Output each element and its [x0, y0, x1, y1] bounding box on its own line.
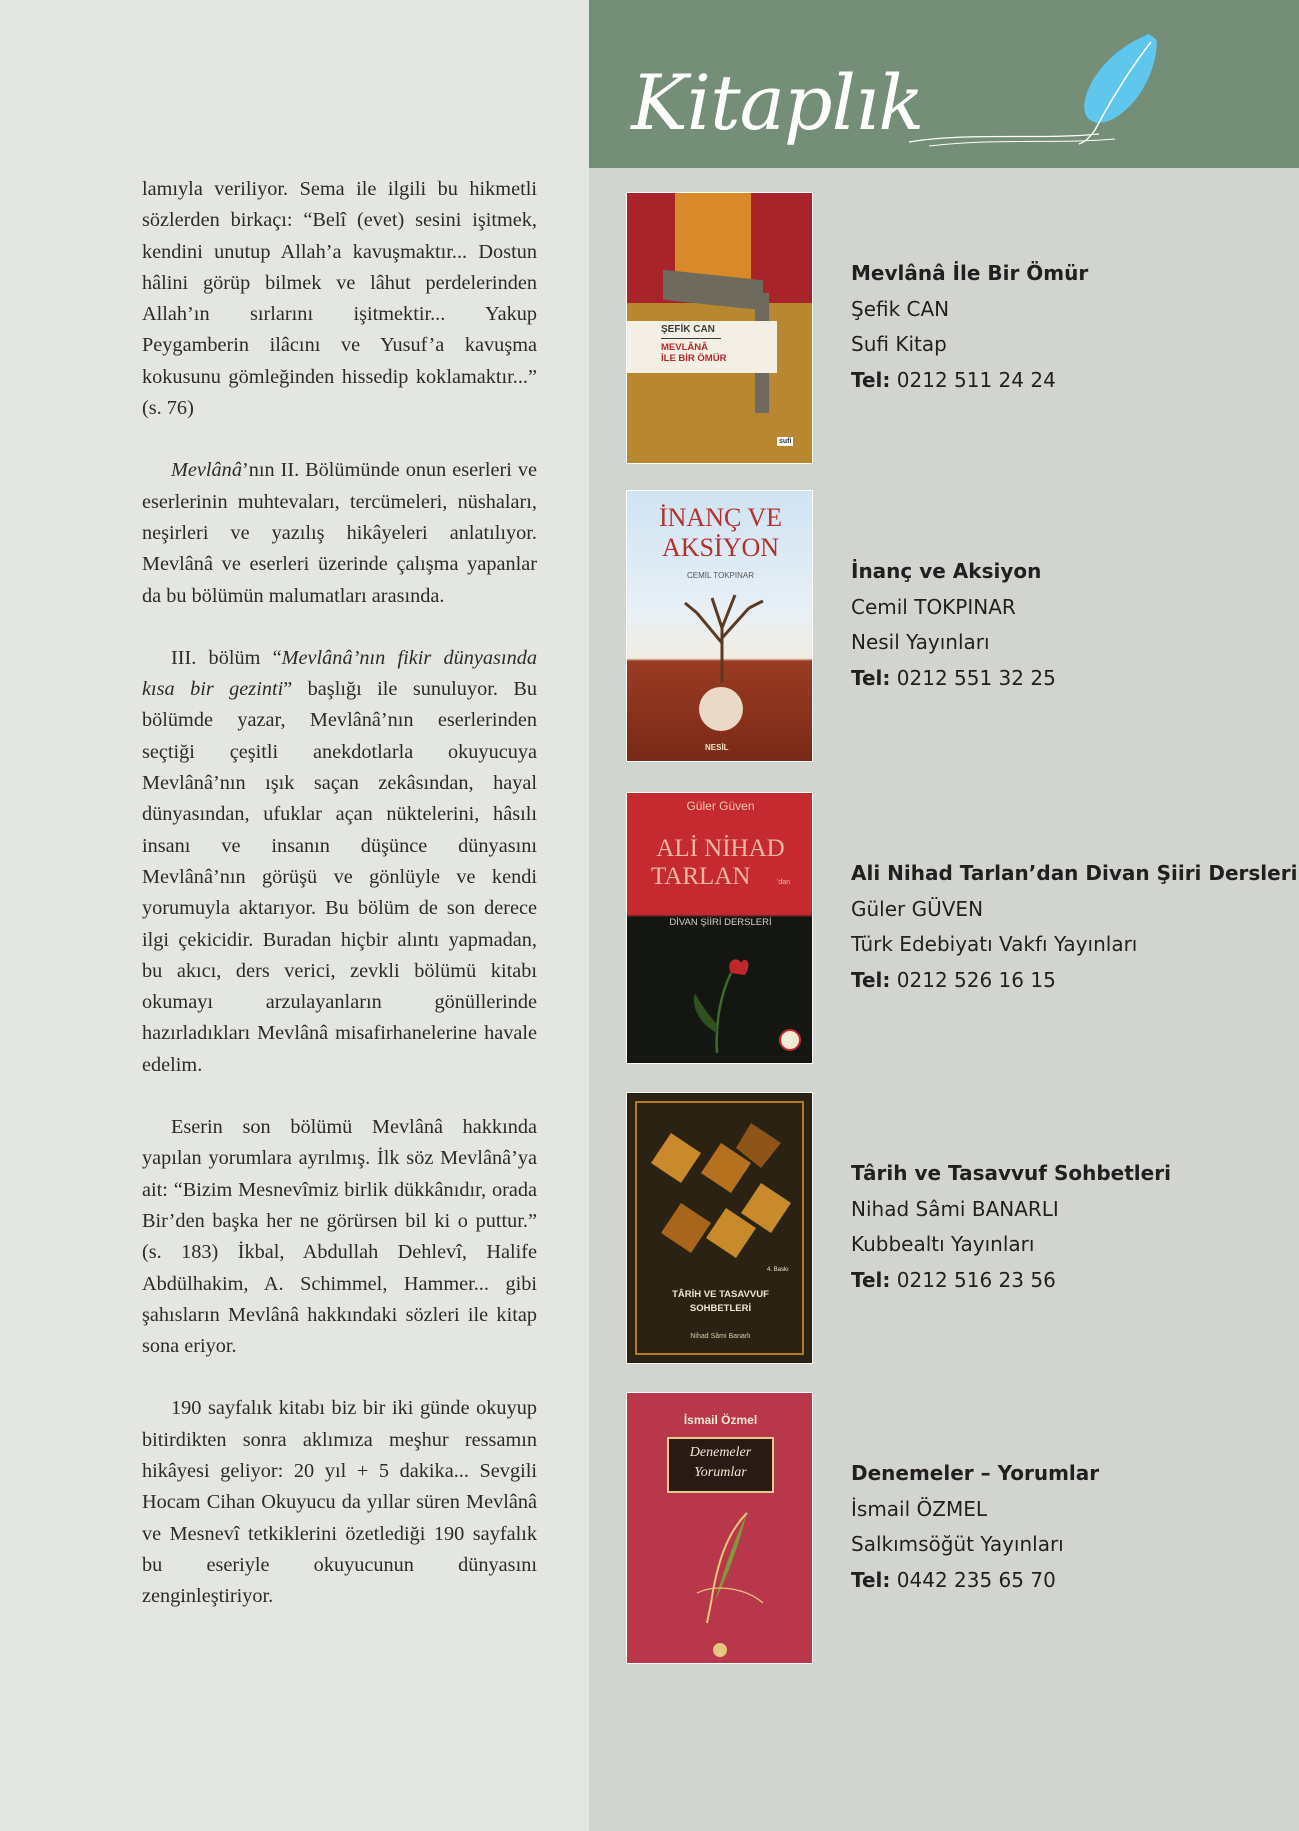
book-phone: Tel: 0212 551 32 25 — [851, 665, 1056, 690]
book-cover — [626, 792, 813, 1064]
cover-title-suffix: 'dan — [777, 879, 791, 886]
book-cover — [626, 192, 813, 464]
book-author: Nihad Sâmi BANARLI — [851, 1196, 1059, 1221]
book-cover — [626, 1392, 813, 1664]
tulip-illustration — [687, 953, 767, 1053]
text-run: Eserin son bölümü Mevlânâ hakkında yapılan yorumlara ayrılmış. İlk söz Mevlânâ’ya ait: “Bizim Mesnevîmiz birlik dükkânıdır, orada Bir’den başka her ne görürsen bil ki o puttur.” (s. 183) İkbal, Abdullah Dehlevî, Halife Abdülhakim, A. Schimmel, Hammer... gibi şahısların Mevlânâ hakkındaki sözleri ile kitap sona eriyor. — [142, 1116, 537, 1358]
text-run: ” başlığı ile sunuluyor. Bu bölümde yazar, Mevlânâ’nın eserlerinden seçtiği çeşitli anekdotlarla okuyucuya Mevlânâ’nın ışık saçan zekâsından, hayal dünyasından, ufuklar açan nüktelerini, hâsılı insanı ve insanın düşünce dünyasını Mevlânâ’nın görüşü ve gönlüyle ve kendi yorumuyla aktarıyor. Bu bölüm de son derece ilgi çekicidir. Buradan hiçbir alıntı yapmadan, bu akıcı, ders verici, zevkli bölümü kitabı okumayı arzulayanların gönüllerinde hazırladıkları Mevlânâ misafirhanelerine havale edelim. — [142, 678, 537, 1076]
book-publisher: Kubbealtı Yayınları — [851, 1232, 1035, 1256]
quill-illustration — [677, 1503, 777, 1633]
book-cover — [626, 1092, 813, 1364]
book-entry — [626, 490, 1299, 765]
book-author: Şefik CAN — [851, 296, 950, 321]
geometric-pattern — [641, 1113, 801, 1263]
text-run: ’nın II. Bölümünde onun eserleri ve eserlerinin muhtevaları, tercümeleri, nüshaları, neşirleri ve yazılış hikâyeleri anlatılıyor. Mevlânâ ve eserleri üzerinde çalışma yapanlar da bu bölümün malumatları arasında. — [142, 459, 537, 607]
italic-phrase: Mevlânâ’nın fikir dünyasında kısa bir gezinti — [142, 646, 538, 701]
review-article — [142, 174, 537, 1643]
book-phone: Tel: 0442 235 65 70 — [851, 1567, 1056, 1592]
article-column — [0, 0, 589, 1831]
cover-author: CEMİL TOKPINAR — [687, 571, 754, 580]
book-entry — [626, 192, 1299, 467]
cover-author: İsmail Özmel — [683, 1413, 758, 1427]
publisher-logo: NESİL — [705, 743, 729, 752]
cover-title-2: Yorumlar — [694, 1465, 747, 1480]
publisher-logo: sufi — [779, 438, 792, 445]
italic-phrase: Mevlânâ — [171, 459, 242, 482]
cover-author: Güler Güven — [686, 799, 755, 813]
cover-title-2: SOHBETLERİ — [689, 1303, 752, 1314]
section-header — [589, 0, 1299, 168]
cover-author: Nihad Sâmi Banarlı — [690, 1333, 751, 1340]
cover-author: ŞEFİK CAN — [661, 324, 715, 335]
book-author: Güler GÜVEN — [851, 896, 984, 921]
text-run: 190 sayfalık kitabı biz bir iki günde okuyup bitirdikten sonra aklımıza meşhur ressamın hikâyesi geliyor: 20 yıl + 5 dakika... Sevgili Hocam Cihan Okuyucu da yıllar süren Mevlânâ ve Mesnevî tetkiklerini özetlediği 190 sayfalık bu eseriyle okuyucunun dünyasını zenginleştiriyor. — [142, 1397, 537, 1608]
tree-illustration — [667, 583, 777, 683]
section-title: Kitaplık — [631, 58, 924, 147]
cover-title-1: İNANÇ VE — [658, 503, 783, 532]
cover-title-2: İLE BİR ÖMÜR — [661, 353, 727, 364]
text-run: III. bölüm “ — [171, 646, 282, 669]
book-list-panel — [589, 0, 1299, 1831]
book-entry — [626, 1092, 1299, 1367]
cover-title-2: TARLAN — [651, 863, 751, 890]
cover-title-1: TÂRİH VE TASAVVUF — [672, 1289, 769, 1300]
cover-title-1: MEVLÂNÂ — [661, 342, 708, 353]
cover-title-2: AKSİYON — [662, 533, 779, 562]
book-title: Târih ve Tasavvuf Sohbetleri — [851, 1161, 1171, 1185]
book-author: Cemil TOKPINAR — [851, 594, 1016, 619]
book-details — [851, 554, 1056, 696]
book-entry — [626, 1392, 1299, 1667]
article-paragraph — [142, 174, 537, 424]
book-details — [851, 1456, 1099, 1598]
cover-subtitle: DİVAN ŞİİRİ DERSLERİ — [669, 917, 772, 928]
article-paragraph — [142, 455, 537, 611]
book-details — [851, 1156, 1171, 1298]
book-phone: Tel: 0212 511 24 24 — [851, 367, 1056, 392]
book-title: Mevlânâ İle Bir Ömür — [851, 261, 1089, 285]
article-paragraph — [142, 1393, 537, 1612]
article-paragraph — [142, 1112, 537, 1362]
book-publisher: Sufi Kitap — [851, 332, 947, 356]
book-details — [851, 856, 1297, 998]
book-entry — [626, 792, 1299, 1067]
text-run: lamıyla veriliyor. Sema ile ilgili bu hikmetli sözlerden birkaçı: “Belî (evet) sesini işitmek, kendini unutup Allah’a kavuşmaktır... Dostun hâlini görüp bilmek ve lâhut perdelerinden Allah’ın sırlarını işitmektir... Yakup Peygamberin ilâcını ve Yusuf’a kavuşma kokusunu gömleğinden hissedip koklamaktır...” (s. 76) — [142, 178, 537, 420]
book-publisher: Nesil Yayınları — [851, 630, 990, 654]
book-cover — [626, 490, 813, 762]
cover-title-1: Denemeler — [689, 1445, 752, 1460]
book-phone: Tel: 0212 526 16 15 — [851, 967, 1056, 992]
cover-edition: 4. Baskı — [767, 1267, 789, 1273]
feather-icon — [889, 30, 1219, 160]
article-paragraph — [142, 643, 537, 1081]
cover-title-1: ALİ NİHAD — [656, 835, 785, 862]
book-phone: Tel: 0212 516 23 56 — [851, 1267, 1056, 1292]
book-title: İnanç ve Aksiyon — [851, 559, 1042, 583]
book-details — [851, 256, 1088, 398]
book-author: İsmail ÖZMEL — [851, 1496, 988, 1521]
book-title: Ali Nihad Tarlan’dan Divan Şiiri Dersleri — [851, 861, 1298, 885]
book-publisher: Salkımsöğüt Yayınları — [851, 1532, 1064, 1556]
book-title: Denemeler – Yorumlar — [851, 1461, 1100, 1485]
book-publisher: Türk Edebiyatı Vakfı Yayınları — [851, 932, 1138, 956]
